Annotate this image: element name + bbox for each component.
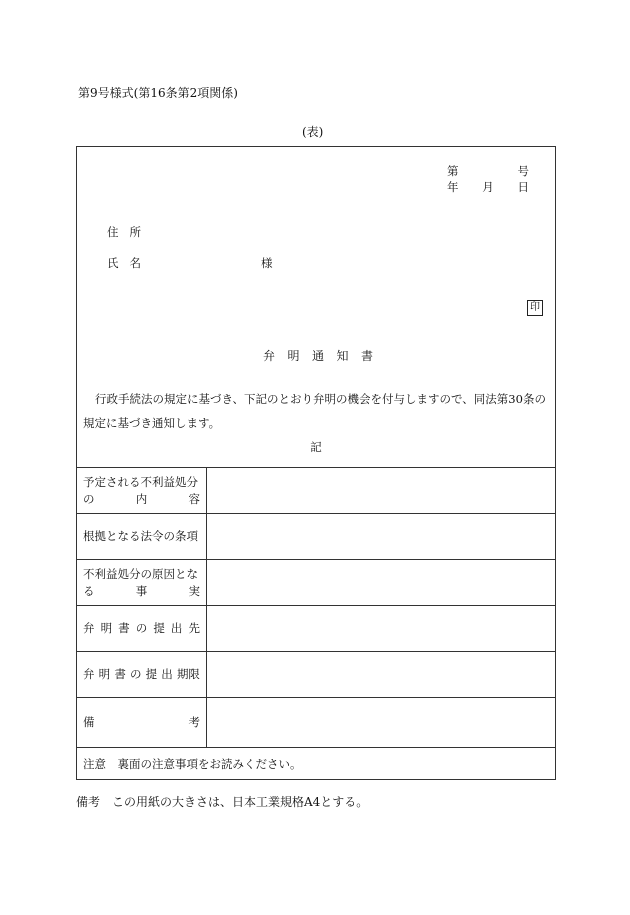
honorific: 様: [261, 256, 273, 270]
row-label: 不利益処分の原因とな る 事 実: [77, 560, 207, 605]
notice-form: [76, 146, 556, 780]
form-number: 第9号様式(第16条第2項関係): [78, 86, 238, 100]
document-number: 第 号: [447, 164, 529, 178]
side-label: (表): [302, 125, 324, 139]
table-row: [77, 651, 555, 697]
name-label: 氏 名: [107, 256, 141, 270]
table-row: [77, 697, 555, 747]
notice-row: 注意 裏面の注意事項をお読みください。: [77, 747, 555, 779]
table-row: [77, 467, 555, 513]
table-row: [77, 605, 555, 651]
issue-date: 年 月 日: [447, 180, 529, 194]
address-label: 住 所: [107, 225, 141, 239]
table-row: [77, 559, 555, 605]
seal-mark: 印: [527, 300, 543, 316]
row-label: 根拠となる法令の条項: [77, 514, 207, 559]
row-label: 弁 明 書 の 提 出 期限: [77, 652, 207, 697]
document-title: 弁 明 通 知 書: [263, 349, 373, 363]
table-row: [77, 513, 555, 559]
body-text-line-2: 規定に基づき通知します。: [83, 416, 221, 430]
row-label: 予定される不利益処分 の 内 容: [77, 468, 207, 513]
body-text-line-1: 行政手続法の規定に基づき、下記のとおり弁明の機会を付与しますので、同法第30条の: [95, 392, 546, 406]
ki-heading: 記: [310, 440, 322, 454]
footer-remark: 備考 この用紙の大きさは、日本工業規格A4とする。: [76, 795, 369, 809]
row-label: 弁 明 書 の 提 出 先: [77, 606, 207, 651]
row-label: 備 考: [77, 698, 207, 747]
